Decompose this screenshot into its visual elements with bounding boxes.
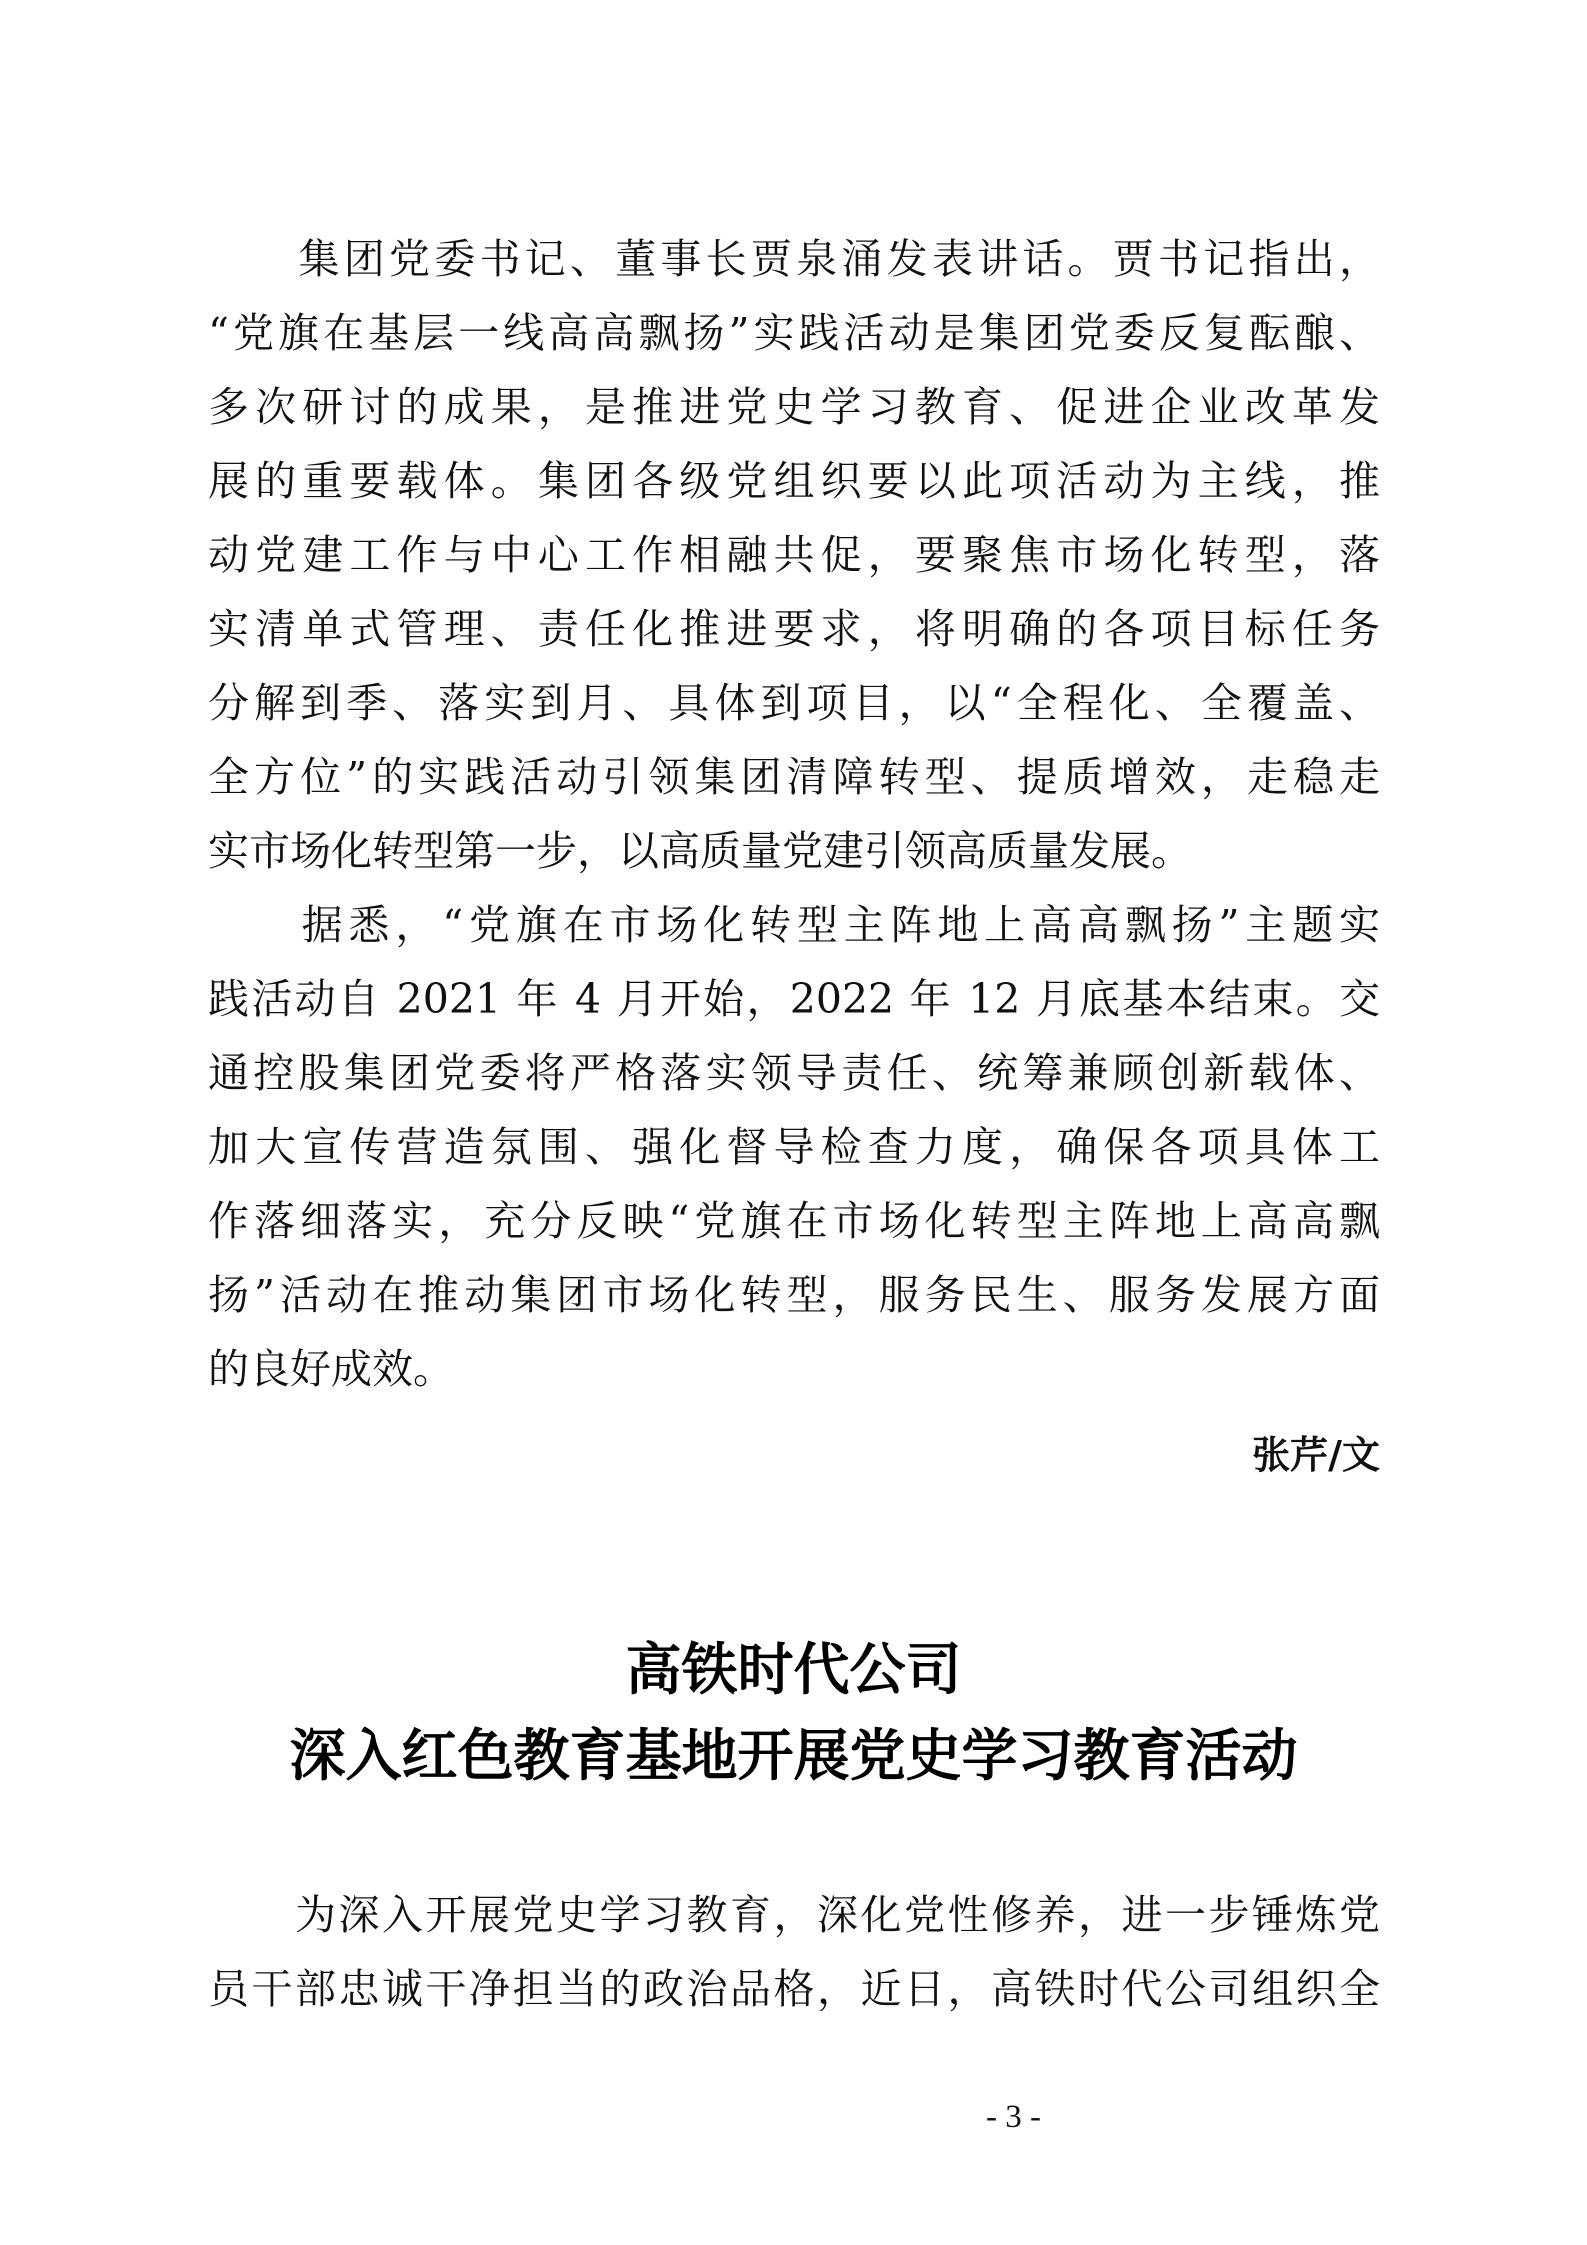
article-body-new [208, 1878, 1380, 2026]
body-line: “党旗在基层一线高高飘扬”实践活动是集团党委反复酝酿、 [208, 309, 1380, 357]
body-line: 集团党委书记、董事长贾泉涌发表讲话。贾书记指出， [208, 235, 1380, 283]
article-title-line-2: 深入红色教育基地开展党史学习教育活动 [289, 1723, 1298, 1789]
body-line: 通控股集团党委将严格落实领导责任、统筹兼顾创新载体、 [208, 1049, 1380, 1097]
article-body-continued [208, 222, 1380, 1406]
body-line: 展的重要载体。集团各级党组织要以此项活动为主线，推 [208, 457, 1380, 505]
body-line: 多次研讨的成果，是推进党史学习教育、促进企业改革发 [208, 383, 1380, 431]
body-line: 动党建工作与中心工作相融共促，要聚焦市场化转型，落 [208, 531, 1380, 579]
body-line: 员干部忠诚干净担当的政治品格，近日，高铁时代公司组织全 [208, 1965, 1380, 2013]
body-line: 作落细落实，充分反映“党旗在市场化转型主阵地上高高飘 [208, 1197, 1380, 1245]
body-line: 践活动自 2021 年 4 月开始，2022 年 12 月底基本结束。交 [208, 975, 1380, 1023]
article-title-line-1: 高铁时代公司 [625, 1637, 962, 1703]
body-line: 实市场化转型第一步，以高质量党建引领高质量发展。 [208, 827, 1192, 875]
body-line: 为深入开展党史学习教育，深化党性修养，进一步锤炼党 [208, 1891, 1380, 1939]
body-line: 的良好成效。 [208, 1345, 454, 1393]
author-byline: 张芹/文 [1252, 1433, 1380, 1477]
body-line: 加大宣传营造氛围、强化督导检查力度，确保各项具体工 [208, 1123, 1380, 1171]
page-number: - 3 - [986, 2099, 1041, 2135]
body-line: 实清单式管理、责任化推进要求，将明确的各项目标任务 [208, 605, 1380, 653]
body-line: 据悉，“党旗在市场化转型主阵地上高高飘扬”主题实 [208, 901, 1380, 949]
body-line: 扬”活动在推动集团市场化转型，服务民生、服务发展方面 [208, 1271, 1380, 1319]
body-line: 分解到季、落实到月、具体到项目，以“全程化、全覆盖、 [208, 679, 1380, 727]
body-line: 全方位”的实践活动引领集团清障转型、提质增效，走稳走 [208, 753, 1380, 801]
